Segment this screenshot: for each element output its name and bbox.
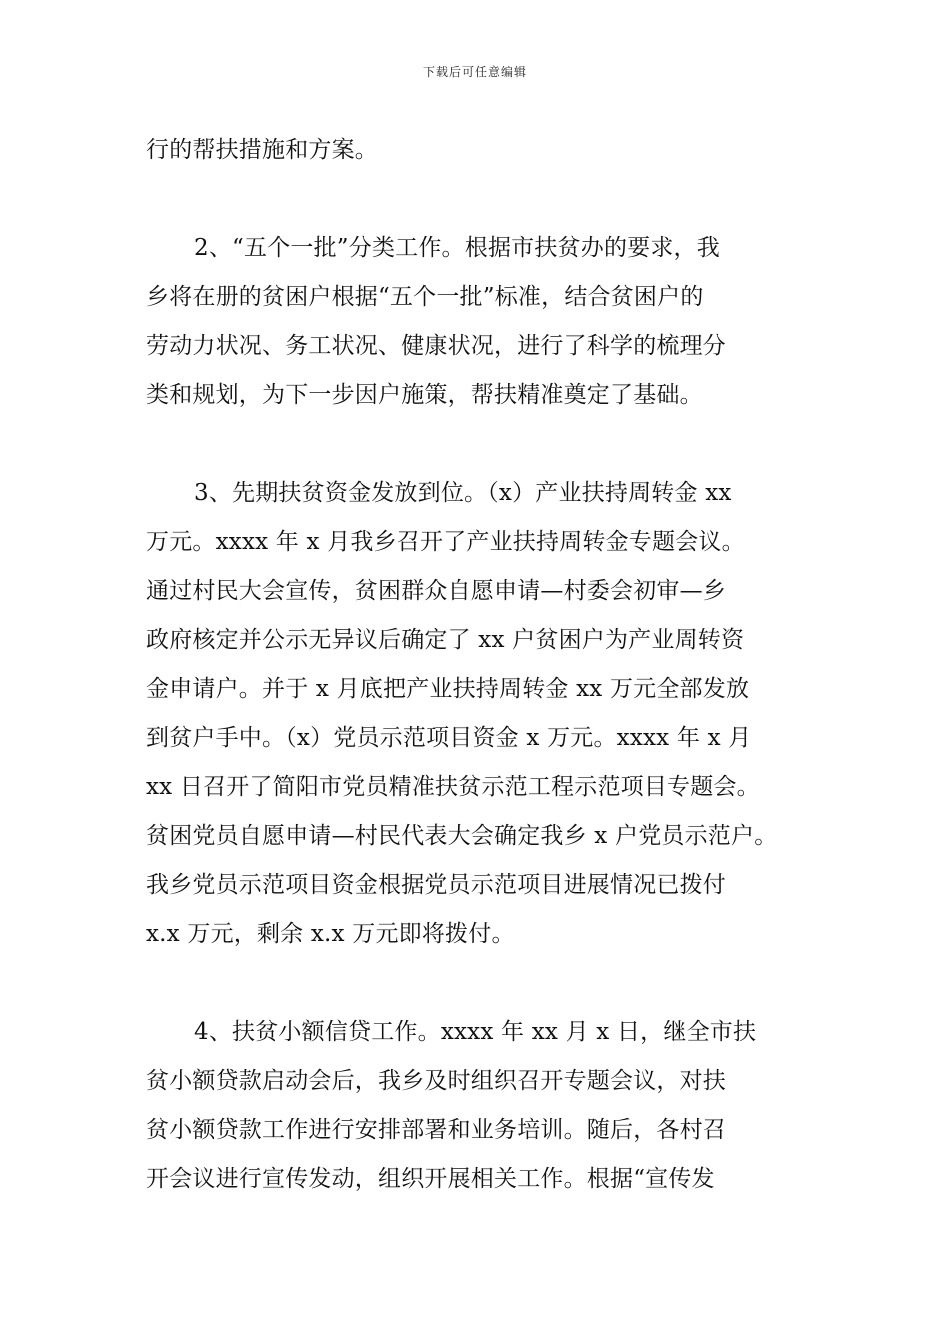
paragraph-4-line-2: 贫小额贷款启动会后，我乡及时组织召开专题会议，对扶 bbox=[146, 1068, 726, 1094]
paragraph-3-line-3: 通过村民大会宣传，贫困群众自愿申请—村委会初审—乡 bbox=[146, 578, 726, 604]
paragraph-3-line-10: x.x 万元，剩余 x.x 万元即将拨付。 bbox=[146, 921, 515, 947]
paragraph-3-line-6: 到贫户手中。（x）党员示范项目资金 x 万元。xxxx 年 x 月 bbox=[146, 725, 752, 751]
paragraph-gap bbox=[146, 959, 826, 1008]
paragraph-4-line-3: 贫小额贷款工作进行安排部署和业务培训。随后，各村召 bbox=[146, 1117, 726, 1143]
page-header: 下载后可任意编辑 bbox=[422, 65, 527, 79]
paragraph-3-line-9: 我乡党员示范项目资金根据党员示范项目进展情况已拨付 bbox=[146, 872, 726, 898]
paragraph-3-line-4: 政府核定并公示无异议后确定了 xx 户贫困户为产业周转资 bbox=[146, 627, 745, 653]
paragraph-3-line-2: 万元。xxxx 年 x 月我乡召开了产业扶持周转金专题会议。 bbox=[146, 529, 745, 555]
paragraph-gap bbox=[146, 420, 826, 469]
paragraph-2-line-4: 类和规划，为下一步因户施策，帮扶精准奠定了基础。 bbox=[146, 382, 703, 408]
paragraph-1-line-1: 行的帮扶措施和方案。 bbox=[146, 137, 378, 163]
paragraph-2-line-2: 乡将在册的贫困户根据“五个一批”标准，结合贫困户的 bbox=[146, 284, 704, 310]
paragraph-2-line-3: 劳动力状况、务工状况、健康状况，进行了科学的梳理分 bbox=[146, 333, 726, 359]
paragraph-3-line-1: 3、先期扶贫资金发放到位。（x）产业扶持周转金 xx bbox=[194, 480, 732, 506]
paragraph-3-line-5: 金申请户。并于 x 月底把产业扶持周转金 xx 万元全部发放 bbox=[146, 676, 750, 702]
paragraph-3-line-7: xx 日召开了简阳市党员精准扶贫示范工程示范项目专题会。 bbox=[146, 774, 760, 800]
paragraph-2-line-1: 2、“五个一批”分类工作。根据市扶贫办的要求，我 bbox=[194, 235, 720, 261]
paragraph-3-line-8: 贫困党员自愿申请—村民代表大会确定我乡 x 户党员示范户。 bbox=[146, 823, 778, 849]
document-body bbox=[146, 126, 826, 1204]
paragraph-gap bbox=[146, 175, 826, 224]
paragraph-4-line-4: 开会议进行宣传发动，组织开展相关工作。根据“宣传发 bbox=[146, 1166, 715, 1192]
paragraph-4-line-1: 4、扶贫小额信贷工作。xxxx 年 xx 月 x 日，继全市扶 bbox=[194, 1019, 757, 1045]
